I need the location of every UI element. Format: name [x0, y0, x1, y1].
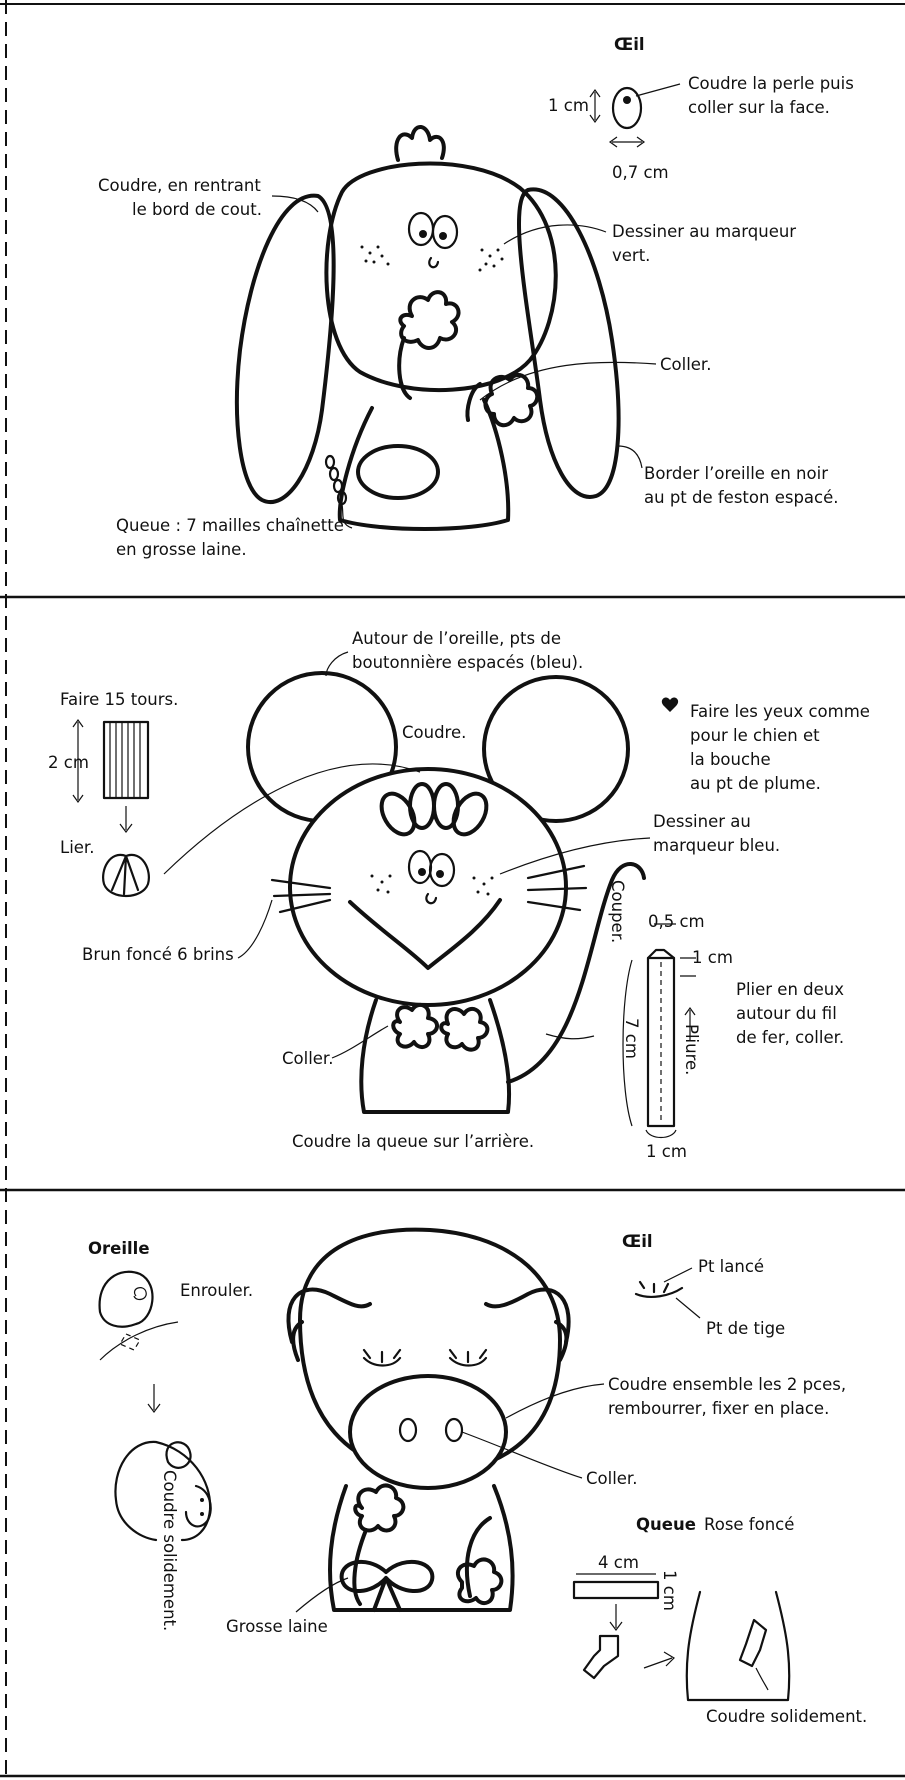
pig-tail-length: 4 cm [598, 1553, 639, 1572]
mouse-sew-note: Coudre. [402, 723, 467, 742]
mouse-fold-note: Pliure. [682, 1024, 701, 1076]
pig-tail-width: 1 cm [660, 1570, 679, 1611]
pig-tail-color: Rose foncé [704, 1515, 795, 1534]
dog-figure [237, 127, 619, 529]
mouse-tie-note: Lier. [60, 838, 95, 857]
mouse-fold-instr-2: autour du fil [736, 1004, 837, 1023]
mouse-fold-instr-3: de fer, coller. [736, 1028, 845, 1047]
dog-eye-note-2: coller sur la face. [688, 98, 830, 117]
dog-tail-note-2: en grosse laine. [116, 540, 247, 559]
mouse-cheeks-note-2: marqueur bleu. [653, 836, 781, 855]
dog-tail-note-1: Queue : 7 mailles chaînette [116, 516, 344, 535]
dog-panel [98, 35, 854, 559]
mouse-fold-instr-1: Plier en deux [736, 980, 844, 999]
pig-tail-diagram [574, 1574, 789, 1700]
mouse-tail-side-width: 1 cm [692, 948, 733, 967]
mouse-turns-note: Faire 15 tours. [60, 690, 179, 709]
pig-roll-note: Enrouler. [180, 1281, 254, 1300]
pig-yarn-note: Grosse laine [226, 1617, 328, 1636]
dog-eye-height: 1 cm [548, 96, 589, 115]
dog-cheeks-note-1: Dessiner au marqueur [612, 222, 797, 241]
mouse-tail-sew-note: Coudre la queue sur l’arrière. [292, 1132, 535, 1151]
pig-straight-stitch: Pt lancé [698, 1257, 765, 1276]
mouse-cut-note: Couper. [608, 880, 627, 944]
mouse-glue-note: Coller. [282, 1049, 334, 1068]
pig-eye-stitch-diagram [636, 1282, 682, 1297]
pig-tail-title: Queue [636, 1515, 696, 1534]
dog-ear-seam-1: Coudre, en rentrant [98, 176, 261, 195]
mouse-panel [48, 629, 870, 1161]
pig-figure [288, 1230, 568, 1610]
mouse-whiskers-note: Brun foncé 6 brins [82, 945, 234, 964]
pig-tail-sew-note: Coudre solidement. [706, 1707, 868, 1726]
dog-ear-border-1: Border l’oreille en noir [644, 464, 828, 483]
pig-ear-sew-note: Coudre solidement. [160, 1470, 179, 1632]
pig-stem-stitch: Pt de tige [706, 1319, 786, 1338]
dog-eye-bead [613, 88, 641, 128]
pig-glue-note: Coller. [586, 1469, 638, 1488]
dog-eye-note-1: Coudre la perle puis [688, 74, 854, 93]
dog-ear-border-2: au pt de feston espacé. [644, 488, 839, 507]
pig-panel [88, 1230, 867, 1726]
mouse-tail-length: 7 cm [622, 1018, 641, 1059]
mouse-ear-stitch-2: boutonnière espacés (bleu). [352, 653, 584, 672]
dog-cheeks-note-2: vert. [612, 246, 651, 265]
dog-ear-seam-2: le bord de cout. [132, 200, 262, 219]
mouse-tail-bottom-width: 1 cm [646, 1142, 687, 1161]
dog-eye-width: 0,7 cm [612, 163, 669, 182]
pig-eye-title: Œil [622, 1232, 653, 1251]
pig-snout-note-2: rembourrer, fixer en place. [608, 1399, 830, 1418]
dog-eye-title: Œil [614, 35, 645, 54]
mouse-eyes-note-1: Faire les yeux comme [690, 702, 870, 721]
mouse-tail-top-width: 0,5 cm [648, 912, 705, 931]
mouse-ear-stitch-1: Autour de l’oreille, pts de [352, 629, 561, 648]
mouse-cheeks-note-1: Dessiner au [653, 812, 751, 831]
mouse-eyes-note-3: la bouche [690, 750, 771, 769]
pig-snout-note-1: Coudre ensemble les 2 pces, [608, 1375, 847, 1394]
yarn-skein-diagram [73, 720, 149, 896]
dog-glue-note: Coller. [660, 355, 712, 374]
pig-ear-diagram [100, 1272, 211, 1540]
pig-ear-title: Oreille [88, 1239, 150, 1258]
mouse-eyes-heart-icon [662, 698, 678, 712]
mouse-eyes-note-4: au pt de plume. [690, 774, 821, 793]
mouse-skein-width: 2 cm [48, 753, 89, 772]
mouse-eyes-note-2: pour le chien et [690, 726, 820, 745]
